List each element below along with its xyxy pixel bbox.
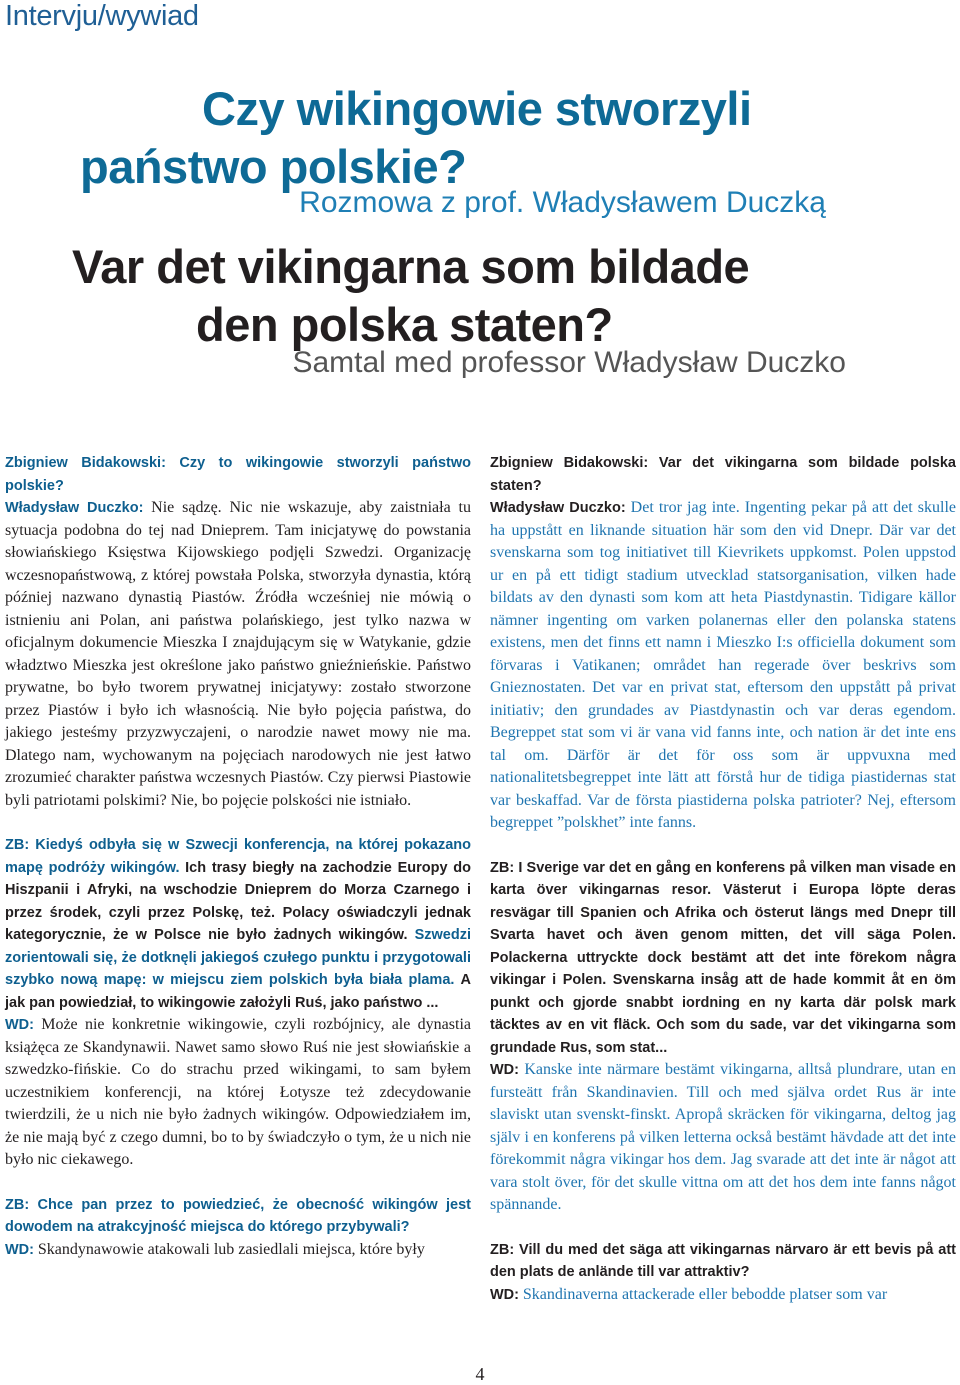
sv-question-2d: Och som du sade, var det vikingarna som grundade Rus, som stat... xyxy=(490,1017,956,1056)
sv-question-3: ZB: Vill du med det säga att vikingarnas närvaro är ett bevis på att den plats de anlände till var attraktiv? xyxy=(490,1241,956,1280)
sv-qa-3 xyxy=(490,1239,956,1307)
sv-question-2c: Polackerna uttryckte dock bestämt att det inte förekom några vikingar i Polen. Svenskarna insåg att de hade kommit åt en öm punkt och gjorde snabbt iordning en ny karta där polsk mark täcktes av en vit fläck. xyxy=(490,949,956,1033)
sv-speaker-2: WD: xyxy=(490,1062,519,1078)
polish-column xyxy=(5,452,471,1261)
pl-question-3: ZB: Chce pan przez to powiedzieć, że obecność wikingów jest dowodem na atrakcyjność miejsca do którego przybywali? xyxy=(5,1196,471,1235)
title-polish xyxy=(80,80,940,196)
pl-qa-1 xyxy=(5,452,471,812)
pl-question-2a: ZB: Kiedyś odbyła się w Szwecji konferencja, na której pokazano mapę podróży wikingów. xyxy=(5,837,471,876)
pl-question-1: Zbigniew Bidakowski: Czy to wikingowie stworzyli państwo polskie? xyxy=(5,455,471,494)
sv-question-1: Zbigniew Bidakowski: Var det vikingarna som bildade polska staten? xyxy=(490,455,956,494)
sv-question-2a: ZB: I Sverige var det en gång en konferens på vilken man visade en karta över vikingarnas resor. xyxy=(490,859,956,898)
page-number: 4 xyxy=(475,1364,485,1384)
pl-question-2c: Szwedzi zorientowali się, że dotknęli jakiegoś czułego punktu i przygotowali szybko nową mapę: w miejscu ziem polskich była biała plama. xyxy=(5,927,472,988)
subtitle-polish: Rozmowa z prof. Władysławem Duczką xyxy=(299,186,826,219)
title-swedish xyxy=(0,238,846,354)
sv-qa-1 xyxy=(490,452,956,835)
pl-qa-3 xyxy=(5,1194,471,1262)
title-swedish-line2: den polska staten? xyxy=(196,298,613,351)
title-swedish-line1: Var det vikingarna som bildade xyxy=(72,240,750,293)
subtitle-swedish: Samtal med professor Władysław Duczko xyxy=(292,346,846,379)
pl-question-2d: A jak pan powiedział, to wikingowie założyli Ruś, jako państwo ... xyxy=(5,972,471,1011)
pl-answer-3: Skandynawowie atakowali lub zasiedlali miejsca, które były xyxy=(37,1240,425,1258)
sv-speaker-1: Władysław Duczko: xyxy=(490,500,626,516)
pl-speaker-3: WD: xyxy=(5,1241,34,1258)
sv-qa-2 xyxy=(490,857,956,1217)
pl-qa-2 xyxy=(5,834,471,1172)
pl-speaker-2: WD: xyxy=(5,1017,34,1033)
sv-answer-2: Kanske inte närmare bestämt vikingarna, alltså plundrare, utan en fursteätt från Skandinavien. Till och med själva ordet Rus är inte slaviskt utan svenskt-finskt. Apropå skräcken för vikingarna, deltog jag själv i en konferens på vilken letterna också bestämt hävdade att det inte förekommit några vikingar hos dem. Jag svarade att det inte är något att vara stolt över, för det skulle vittna om att det hos dem inte fanns något spännande. xyxy=(490,1061,957,1213)
title-polish-line2: państwo polskie? xyxy=(80,140,467,193)
sv-answer-1: Det tror jag inte. Ingenting pekar på att det skulle ha uppstått en liknande situation här som den vid Dnepr. Där var det svenskarna som tog initiativet till Kievrikets uppkomst. Polen uppstod ur en på ett tidigt stadium utvecklad statsorganisation, vilken hade bildats av den dynasti som kom att heta Piastdynastin. Tidigare källor nämner ingenting om varken polanernas eller den polanska statens existens, men det finns ett namn i Mieszko I:s officiella dokument som förvaras i Vatikanen; området han regerade över beskrivs som Gnieznostaten. Det var en privat stat, eftersom den uppstått på privat initiativ; den grundades av Piastdynastin och var deras egendom. Begreppet stat som vi är vana vid fanns inte, och nation är det inte ens tal om. Därför är det för oss som är uppvuxna med nationalitetsbegreppet inte lätt att förstå hur de tidiga piastidernas stat var beskaffad. Var de första piastiderna polska patrioter? Nej, eftersom begreppet ”polskhet” inte fanns. xyxy=(490,499,957,831)
swedish-column xyxy=(490,452,956,1306)
sv-answer-3: Skandinaverna attackerade eller bebodde platser som var xyxy=(522,1285,888,1303)
pl-answer-1: Nie sądzę. Nic nie wskazuje, aby zaistniała tu sytuacja podobna do tej nad Dnieprem. Tam inicjatywę do powstania słowiańskiego Księstwa Kijowskiego podjęli Szwedzi. Organizację wczesnopaństwową, z której powstała Polska, stworzyła dynastia, którą później nazwano dynastią Piastów. Źródła wcześniej nie mówią o istnieniu ani Polan, ani państwa polańskiego, jest tylko nazwa w oficjalnym dokumencie Mieszka I znajdującym się w Watykanie, gdzie władztwo Mieszka jest określone jako państwo gnieźnieńskie. Państwo prywatne, bo było tworem prywatnej inicjatywy: zostało stworzone przez Piastów i było ich własnością. Nie było pojęcia państwa, do jakiego jesteśmy przyzwyczajeni, o narodzie nawet mowy nie ma. Dlatego nam, wychowanym na pojęciach narodowych nie jest łatwo zrozumieć charakter państwa wczesnych Piastów. Czy pierwsi Piastowie byli patriotami polskimi? Nie, bo pojęcie polskości nie istniało. xyxy=(5,499,471,809)
section-tag: Intervju/wywiad xyxy=(5,0,199,32)
sv-speaker-3: WD: xyxy=(490,1286,519,1303)
sv-question-2b: Västerut i Europa löpte deras resvägar till Spanien och Afrika och österut längs med Dnepr till Svarta havet och även genom mitten, det vill säga Polen. xyxy=(490,882,956,943)
pl-question-2b: Ich trasy biegły na zachodzie Europy do Hiszpanii i Afryki, na wschodzie Dnieprem do Morza Czarnego i przez środek, czyli przez Polskę, też. Polacy oświadczyli jednak kategorycznie, że w Polsce nie było żadnych wikingów. xyxy=(5,859,472,943)
pl-answer-2: Może nie konkretnie wikingowie, czyli rozbójnicy, ale dynastia książęca ze Skandynawii. Nawet samo słowo Ruś nie jest słowiańskie a szwedzko-fińskie. Co do strachu przed wikingami, to sam byłem uczestnikiem konferencji, na której Łotysze też zdecydowanie twierdzili, że u nich nie było żadnych wikingów. Odpowiedziałem im, że nie mają być z czego dumni, bo to by świadczyło o tym, że u nich nie było nic ciekawego. xyxy=(5,1016,472,1168)
pl-speaker-1: Władysław Duczko: xyxy=(5,500,144,516)
title-polish-line1: Czy wikingowie stworzyli xyxy=(202,82,752,135)
